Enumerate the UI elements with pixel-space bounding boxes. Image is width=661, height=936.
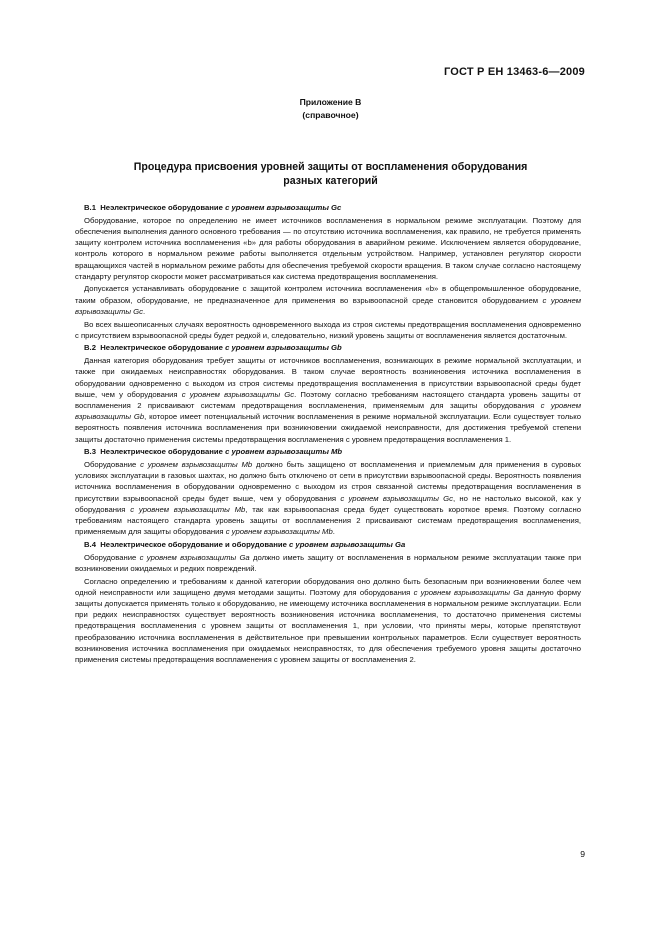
text-run: Согласно определению и требованиям к данной категории оборудования оно должно быть безопасным при возникновении более чем одной неисправности или защищено двумя методами защиты. Поэтому для оборудования [75,576,581,597]
section-heading-emphasis: с уровнем взрывозащиты Gb [225,343,342,353]
text-run: . Поэтому согласно требованиям настоящего стандарта уровень защиты от воспламенения 2 присваивают системам предотвращения воспламенения, применяемым для защиты оборудования [75,389,581,410]
page-title [75,160,586,188]
page-title-line-1: Процедура присвоения уровней защиты от воспламенения оборудования [133,161,528,173]
paragraph [75,576,581,666]
section-number: В.3 [84,447,96,457]
document-body [75,202,581,667]
paragraph [75,355,581,445]
section-heading-text: Неэлектрическое оборудование [100,343,223,353]
text-run: . [142,306,146,316]
section-heading [75,539,581,550]
section-heading-text: Неэлектрическое оборудование [100,203,223,212]
italic-term: с уровнем взрывозащиты Gc [181,389,295,399]
section-heading [75,202,581,213]
section-heading-text: Неэлектрическое оборудование [100,447,223,457]
paragraph [75,283,581,317]
text-run: данную форму защиты допускается применять только к оборудованию, не имеющему источника воспламенения в нормальном режиме эксплуатации. Если при редких неисправностях существует вероятность возникновения источника воспламенения, то достаточно применения системы предотвращения воспламенения с уровнем защиты от воспламенения 1, при условии, что приняты меры, которые препятствуют преобразованию источника воспламенения в действительное при превышении контрольных параметров. Если существует вероятность возникновения источника воспламенения при ожидаемых неисправностях, то для обеспечения требуемого уровня защиты достаточно применения системы предотвращения воспламенения с уровнем защиты от воспламенения 2. [75,587,582,664]
paragraph [75,319,581,341]
italic-term: с уровнем взрывозащиты Gc [340,493,453,503]
standard-code: ГОСТ Р ЕН 13463-6—2009 [443,66,585,78]
section-heading [75,446,581,457]
text-run: Во всех вышеописанных случаях вероятность одновременного выхода из строя системы предотвращения воспламенения одновременно с присутствием взрывоопасной среды будет редкой и, следовательно, низкий уровень защиты от воспламенения является достаточным. [75,319,581,340]
section-number: В.2 [84,343,96,353]
paragraph [75,552,581,574]
section-number: В.4 [84,539,96,549]
text-run: , так как взрывоопасная среда будет существовать короткое время. Поэтому согласно требованиям настоящего стандарта уровень защиты от воспламенения 2 присваивают системам предотвращения воспламенения, применяемым для защиты оборудования [75,504,581,537]
annex-header [0,96,661,122]
section-heading-text: Неэлектрическое оборудование и оборудование [100,539,287,549]
text-run: Оборудование [84,459,141,469]
annex-status: (справочное) [302,110,359,120]
section-heading-emphasis: с уровнем взрывозащиты Mb [225,447,343,457]
text-run: Оборудование [84,552,140,562]
italic-term: с уровнем взрывозащиты Gb [75,400,582,422]
section-heading-emphasis: с уровнем взрывозащиты Gc [225,203,342,212]
paragraph [75,459,581,537]
italic-term: с уровнем взрывозащиты Ga [413,587,524,597]
text-run: должно иметь защиту от воспламенения в нормальном режиме эксплуатации также при возникновении ожидаемых и редких повреждений. [75,552,581,573]
italic-term: с уровнем взрывозащиты Ga [139,552,250,562]
text-run: Оборудование, которое по определению не имеет источников воспламенения в нормальном режиме эксплуатации. Поэтому для обеспечения выполнения данного основного требования — по отсутствию источника воспламенения, как правило, не требуется применять защиту контролем источника воспламенения «b» для работы оборудования в аварийном режиме. Исключением является оборудование, контроль которого в нормальном режиме работы выполняется отдельным устройством. Например, установлен регулятор скорости вращающихся частей в нормальном режиме работы для обеспечения требуемой скорости вращения. В таком случае согласно настоящему стандарту регулятор скорости может рассматриваться как система предотвращения воспламенения. [75,215,581,281]
text-run: Данная категория оборудования требует защиты от источников воспламенения, возникающих в режиме нормальной эксплуатации, и также при ожидаемых неисправностях оборудования. В таком случае вероятность возникновения источника воспламенения в оборудовании одновременно с выходом из строя системы предотвращения воспламенения в присутствии взрывоопасной среды будет выше, чем у оборудования [75,356,581,399]
text-run: , которое имеет потенциальный источник воспламенения в режиме нормальной эксплуатации. Если существует только вероятность появления источника воспламенения при возникновении ожидаемой неисправности, для достижения требуемой степени защиты достаточно применения системы предотвращения воспламенения с уровнем предотвращения воспламенения 1. [75,412,581,444]
italic-term: с уровнем взрывозащиты Gc [75,295,581,316]
section-heading [75,342,581,353]
italic-term: с уровнем взрывозащиты Mb [130,504,246,514]
section-number: В.1 [84,203,96,212]
section-heading-emphasis: с уровнем взрывозащиты Ga [289,539,406,549]
paragraph [75,215,581,282]
text-run: , но не настолько высокой, как у оборудования [75,493,581,514]
text-run: Допускается устанавливать оборудование с защитой контролем источника воспламенения «b» в общепромышленное оборудование, таким образом, оборудование, не предназначенное для применения во взрывоопасной среде становится оборудованием [75,284,581,305]
page-number: 9 [580,849,585,859]
page-title-line-2: разных категорий [283,175,378,187]
text-run: должно быть защищено от воспламенения и приемлемым для применения в суровых условиях эксплуатации в газовых шахтах, но должно быть отключено от сети в присутствии взрывоопасной среды. Вероятность появления источника воспламенения в оборудовании одновременно с выходом из строя связанной системы предотвращения воспламенения в присутствии взрывоопасной среды будет выше, чем у оборудования [75,459,581,503]
italic-term: с уровнем взрывозащиты Mb [140,459,253,469]
text-run: . [332,527,335,537]
annex-title: Приложение В [299,97,362,107]
italic-term: с уровнем взрывозащиты Mb [225,527,333,537]
